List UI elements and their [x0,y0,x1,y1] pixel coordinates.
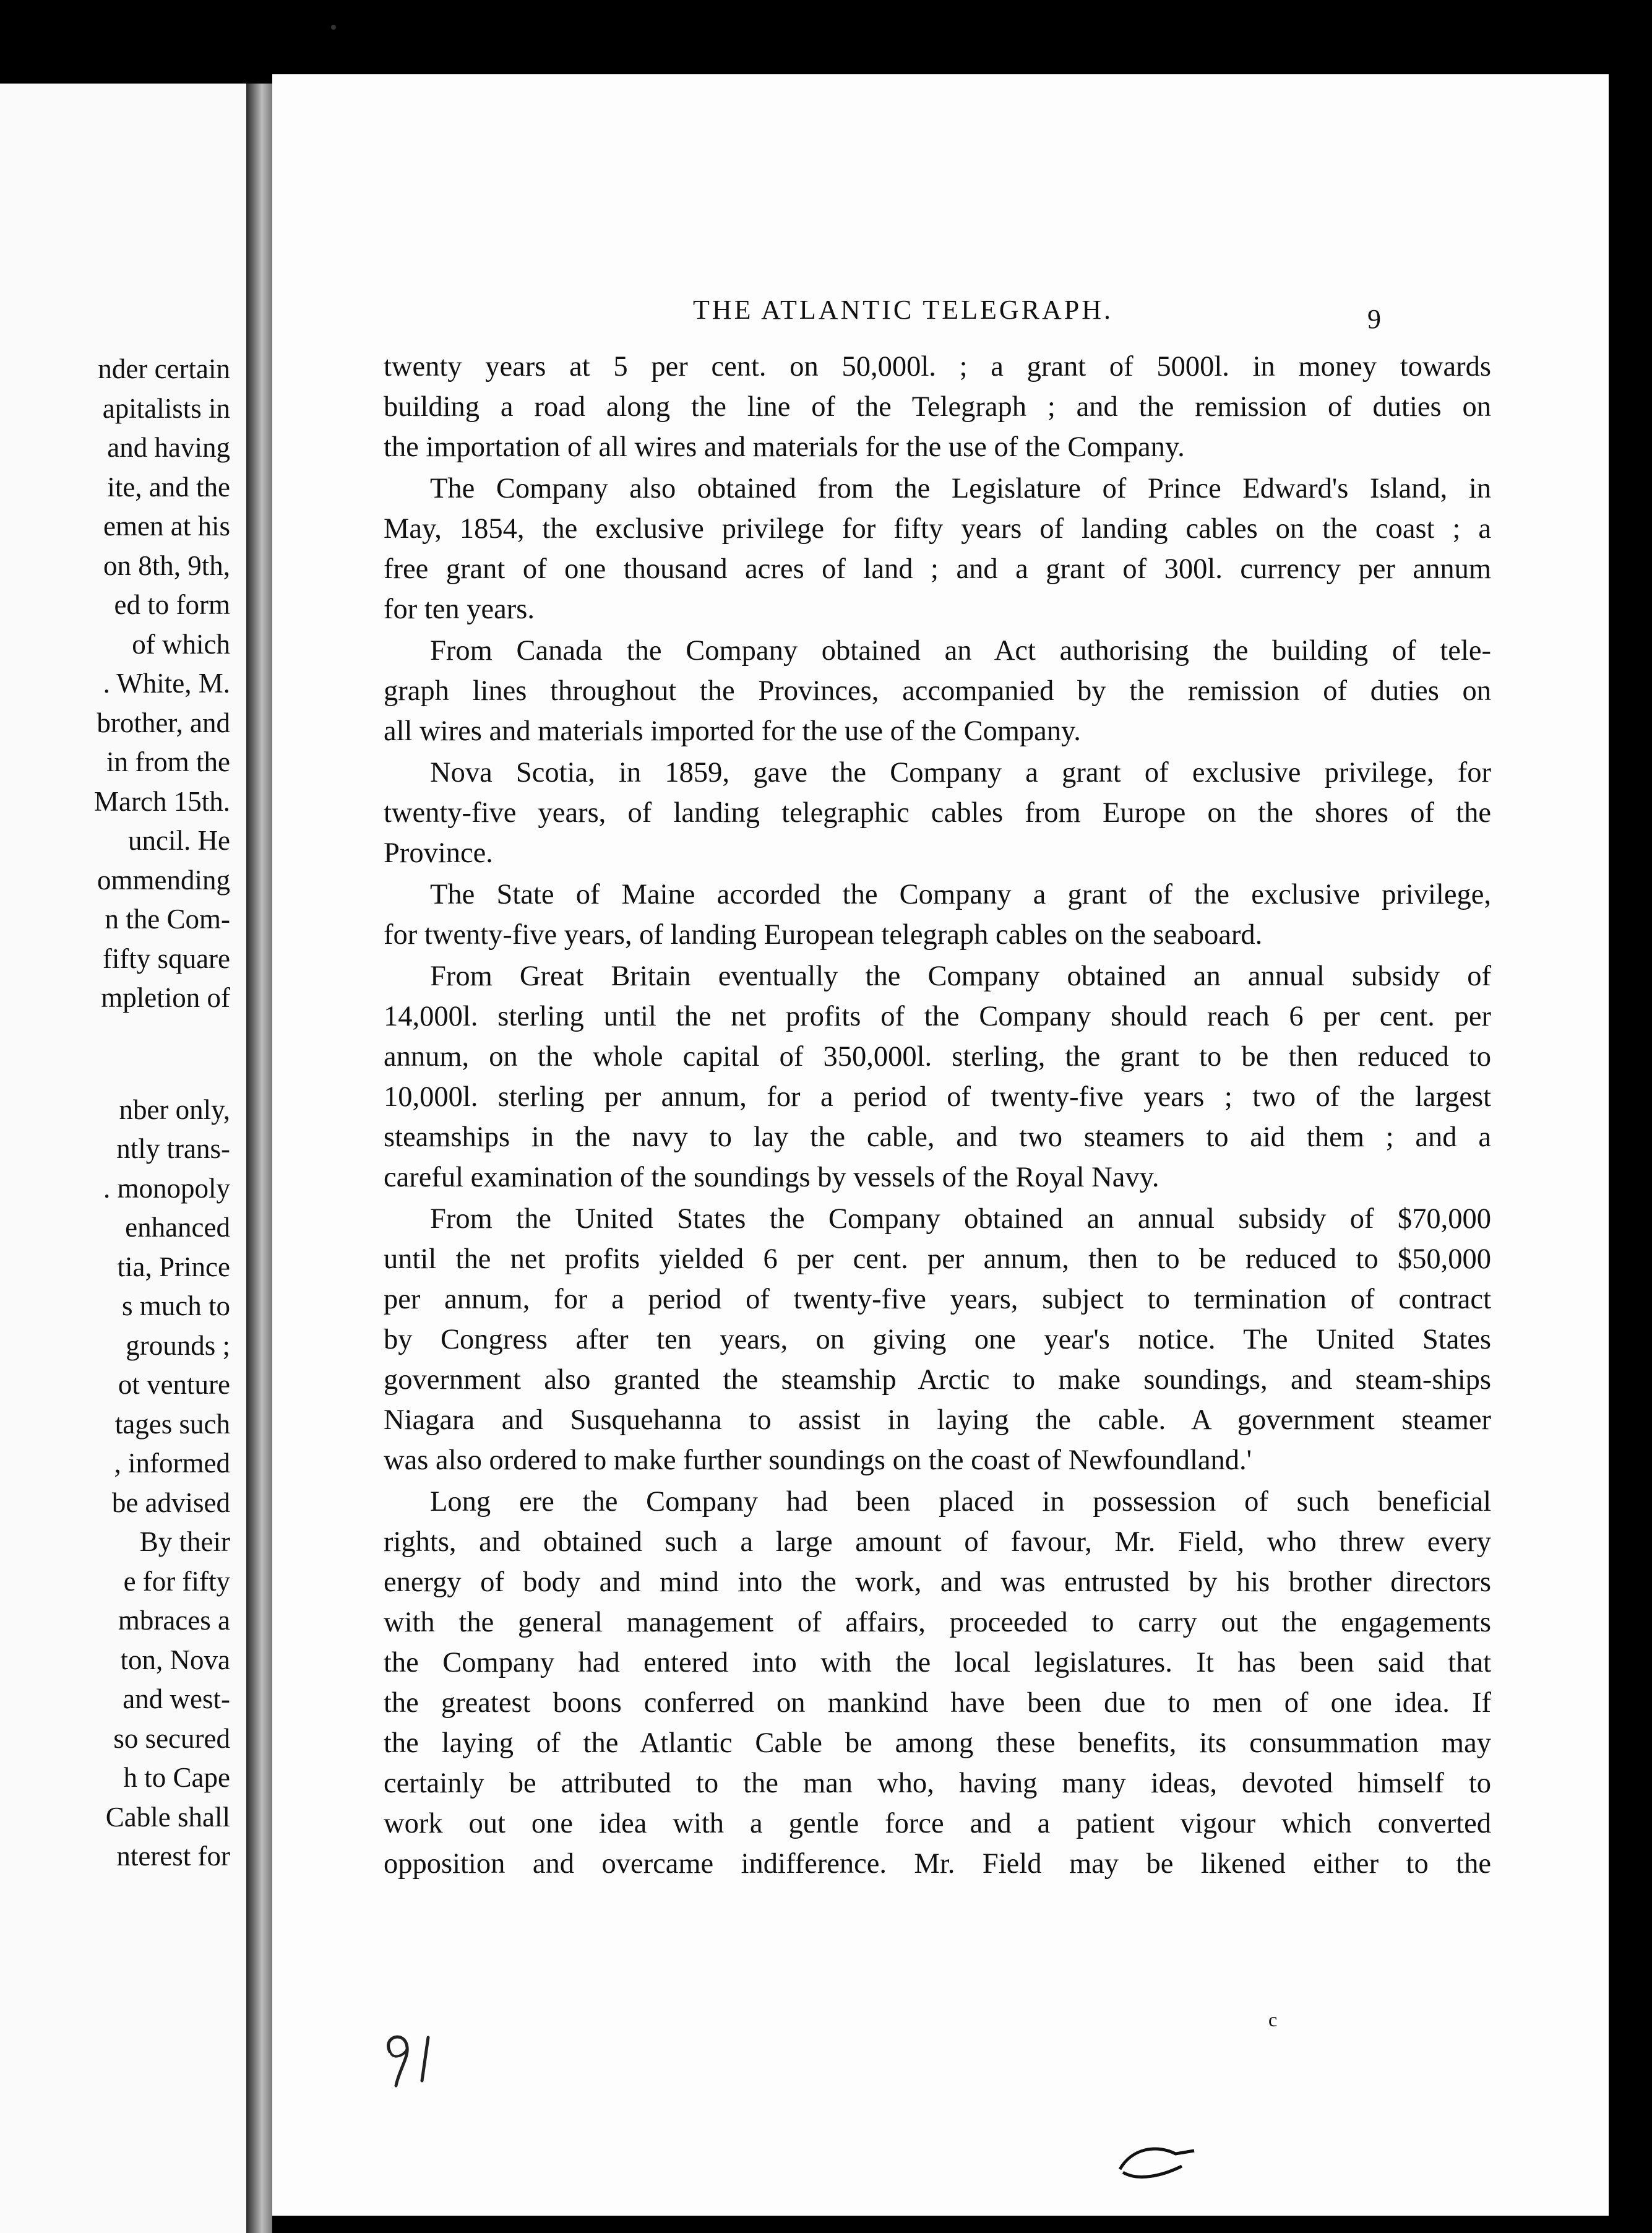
text-line: mpletion of [101,982,230,1013]
text-line: the laying of the Atlantic Cable be among these benefits, its consummation may [384,1727,1491,1759]
text-line: steamships in the navy to lay the cable, and two steamers to aid them ; and a [384,1121,1491,1153]
text-line: building a road along the line of the Telegraph ; and the remission of duties on [384,391,1491,423]
text-line: per annum, for a period of twenty-five years, subject to termination of contract [384,1284,1491,1315]
text-line: tages such [114,1408,230,1440]
text-line: h to Cape [123,1762,230,1793]
text-line: of which [132,628,230,660]
text-line: ton, Nova [120,1644,230,1675]
text-line: the greatest boons conferred on mankind have been due to men of one idea. If [384,1687,1491,1719]
text-line: for ten years. [384,594,535,625]
previous-page-text [94,350,230,1877]
text-line: Niagara and Susquehanna to assist in laying the cable. A government steamer [384,1404,1491,1436]
text-line: be advised [111,1487,230,1518]
text-line: ommending [97,864,230,896]
text-line: with the general management of affairs, proceeded to carry out the engagements [384,1607,1491,1638]
text-line: in from the [106,746,230,777]
text-line: Province. [384,837,493,869]
text-line: and west- [123,1683,230,1714]
text-line: fifty square [102,943,230,974]
text-line: tia, Prince [117,1251,230,1282]
dust-speck [331,25,336,30]
text-line: The Company also obtained from the Legislature of Prince Edward's Island, in [430,473,1491,504]
text-line: the Company had entered into with the local legislatures. It has been said that [384,1647,1491,1678]
text-line: so secured [113,1722,230,1754]
signature-mark: c [1268,2008,1278,2031]
text-line: n the Com- [105,904,230,935]
text-line: for twenty-five years, of landing European telegraph cables on the seaboard. [384,919,1263,951]
page-number: 9 [1367,304,1381,334]
paragraph-gap [94,1018,230,1091]
text-line: work out one idea with a gentle force and a patient vigour which converted [384,1808,1491,1839]
page-body-text [384,347,1491,1884]
text-line: annum, on the whole capital of 350,000l. sterling, the grant to be then reduced to [384,1041,1491,1073]
text-line: free grant of one thousand acres of land ; and a grant of 300l. currency per annum [384,553,1491,585]
text-line: twenty-five years, of landing telegraphic cables from Europe on the shores of the [384,797,1491,829]
book-page [272,74,1609,2216]
text-line: certainly be attributed to the man who, having many ideas, devoted himself to [384,1768,1491,1799]
handwritten-page-note [371,2024,458,2092]
text-line: From the United States the Company obtained an annual subsidy of $70,000 [430,1203,1491,1235]
text-line: apitalists in [102,392,230,424]
text-line: the importation of all wires and materials for the use of the Company. [384,431,1185,463]
text-line: and having [107,432,230,463]
text-line: graph lines throughout the Provinces, accompanied by the remission of duties on [384,675,1491,707]
text-line: nder certain [98,353,230,384]
text-line: , informed [114,1448,230,1479]
text-line: Cable shall [105,1801,230,1833]
text-line: nber only, [119,1094,230,1125]
text-line: . monopoly [103,1172,230,1204]
text-line: ot venture [118,1369,230,1400]
text-line: until the net profits yielded 6 per cent. per annum, then to be reduced to $50,000 [384,1243,1491,1275]
text-line: all wires and materials imported for the use of the Company. [384,715,1081,747]
previous-page-fragment [0,84,247,2233]
text-line: government also granted the steamship Arctic to make soundings, and steam-ships [384,1364,1491,1396]
text-line: energy of body and mind into the work, and was entrusted by his brother directors [384,1566,1491,1598]
text-line: ntly trans- [116,1133,230,1164]
text-line: twenty years at 5 per cent. on 50,000l. ; a grant of 5000l. in money towards [384,351,1491,382]
text-line: Nova Scotia, in 1859, gave the Company a grant of exclusive privilege, for [430,757,1491,788]
text-line: 10,000l. sterling per annum, for a period of twenty-five years ; two of the largest [384,1081,1491,1113]
text-line: mbraces a [118,1605,230,1636]
text-line: The State of Maine accorded the Company a grant of the exclusive privilege, [430,879,1491,910]
text-line: s much to [122,1290,230,1321]
text-line: by Congress after ten years, on giving one year's notice. The United States [384,1324,1491,1355]
running-head: THE ATLANTIC TELEGRAPH. [693,295,1114,325]
scan-clip-mark [1114,2141,1200,2185]
text-line: March 15th. [94,785,230,817]
text-line: emen at his [103,511,230,542]
text-line: rights, and obtained such a large amount of favour, Mr. Field, who threw every [384,1526,1491,1558]
text-line: uncil. He [128,825,230,856]
text-line: was also ordered to make further soundings on the coast of Newfoundland.' [384,1445,1252,1476]
text-line: Long ere the Company had been placed in possession of such beneficial [430,1486,1491,1518]
text-line: By their [139,1526,230,1557]
text-line: e for fifty [123,1565,230,1597]
text-line: grounds ; [126,1329,230,1361]
text-line: From Great Britain eventually the Company obtained an annual subsidy of [430,961,1491,992]
text-line: careful examination of the soundings by vessels of the Royal Navy. [384,1162,1159,1193]
text-line: May, 1854, the exclusive privilege for fifty years of landing cables on the coast ; a [384,513,1491,545]
text-line: on 8th, 9th, [103,550,230,581]
text-line: . White, M. [103,668,230,699]
text-line: 14,000l. sterling until the net profits of the Company should reach 6 per cent. per [384,1001,1491,1032]
text-line: From Canada the Company obtained an Act authorising the building of tele- [430,635,1491,667]
scan-border-right [1609,74,1652,2233]
book-binding-gutter [246,84,272,2233]
text-line: brother, and [97,707,230,738]
text-line: opposition and overcame indifference. Mr. Field may be likened either to the [384,1848,1491,1880]
text-line: enhanced [125,1212,230,1243]
text-line: nterest for [116,1841,230,1872]
text-line: ite, and the [107,471,230,503]
text-line: ed to form [114,589,230,620]
